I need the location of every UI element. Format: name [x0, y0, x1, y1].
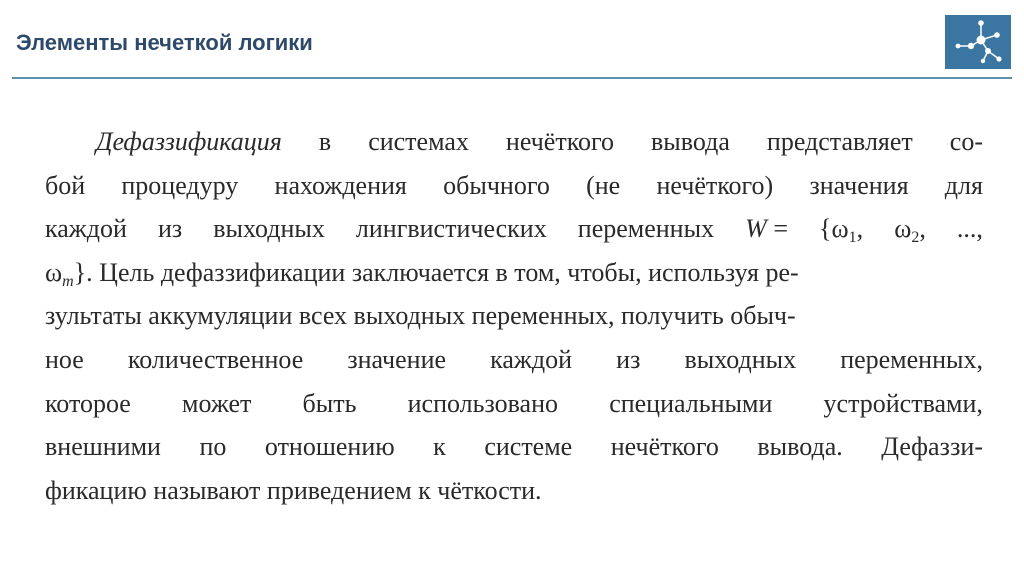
definition-paragraph — [45, 120, 983, 512]
word: Дефаззи- — [881, 432, 983, 462]
text-line-7 — [45, 382, 983, 426]
word: значение — [347, 344, 447, 374]
word: ное — [45, 344, 84, 374]
word: специальными — [609, 388, 773, 418]
word: устройствами, — [823, 388, 983, 418]
text-line-4 — [45, 251, 983, 295]
line-text: фикацию называют приведением к чёткости. — [45, 475, 542, 505]
word: использовано — [407, 388, 559, 418]
math-element: {$\omega_1$, — [819, 214, 864, 247]
word: нечёткого) — [656, 170, 774, 200]
molecule-network-icon — [945, 15, 1011, 69]
text-line-5 — [45, 294, 983, 338]
logo — [945, 15, 1011, 69]
math-ellipsis: ..., — [956, 214, 983, 244]
text-line-2 — [45, 164, 983, 208]
word: может — [182, 388, 252, 418]
word: (не — [586, 170, 621, 200]
text-line-6 — [45, 338, 983, 382]
word: которое — [45, 388, 131, 418]
word: нечёткого — [610, 432, 719, 462]
word: вывода — [651, 127, 730, 156]
word: со- — [949, 127, 983, 156]
word: внешними — [45, 432, 161, 462]
word: по — [199, 432, 227, 462]
math-equals: = — [773, 214, 788, 244]
term-defuzzification: Дефаззификация — [96, 127, 282, 156]
word: количественное — [127, 344, 304, 374]
title-divider — [12, 77, 1012, 79]
word: каждой — [45, 214, 127, 244]
word: переменных — [577, 214, 715, 244]
word: системах — [368, 127, 469, 156]
math-last-element: $\omega_m$}. Цель дефаззификации заключается в том, чтобы, используя ре- — [45, 257, 799, 290]
word: нахождения — [274, 170, 407, 200]
word: переменных, — [840, 344, 983, 374]
word: из — [616, 344, 641, 374]
word: в — [318, 127, 332, 156]
word: каждой — [490, 344, 573, 374]
word: значения — [809, 170, 909, 200]
word: бой — [45, 170, 86, 200]
word: обычного — [443, 170, 550, 200]
word: для — [944, 170, 983, 200]
text-line-3 — [45, 207, 983, 251]
word: быть — [302, 388, 357, 418]
line-text: зультаты аккумуляции всех выходных переменных, получить обыч- — [45, 301, 796, 331]
word: к — [433, 432, 446, 462]
word: вывода. — [757, 432, 843, 462]
math-set — [745, 207, 788, 251]
word: нечёткого — [505, 127, 615, 156]
word: представляет — [766, 127, 913, 156]
word: отношению — [264, 432, 395, 462]
word: системе — [484, 432, 573, 462]
word: из — [157, 214, 183, 244]
slide-title: Элементы нечеткой логики — [16, 30, 313, 55]
text-line-9 — [45, 469, 983, 513]
text-line-8 — [45, 425, 983, 469]
word: лингвистических — [355, 214, 547, 244]
text-line-1 — [45, 120, 983, 164]
word: выходных — [684, 344, 797, 374]
word: процедуру — [121, 170, 239, 200]
word: выходных — [213, 214, 325, 244]
math-variable: W — [745, 214, 767, 244]
math-element: $\omega_2$, — [894, 214, 926, 247]
